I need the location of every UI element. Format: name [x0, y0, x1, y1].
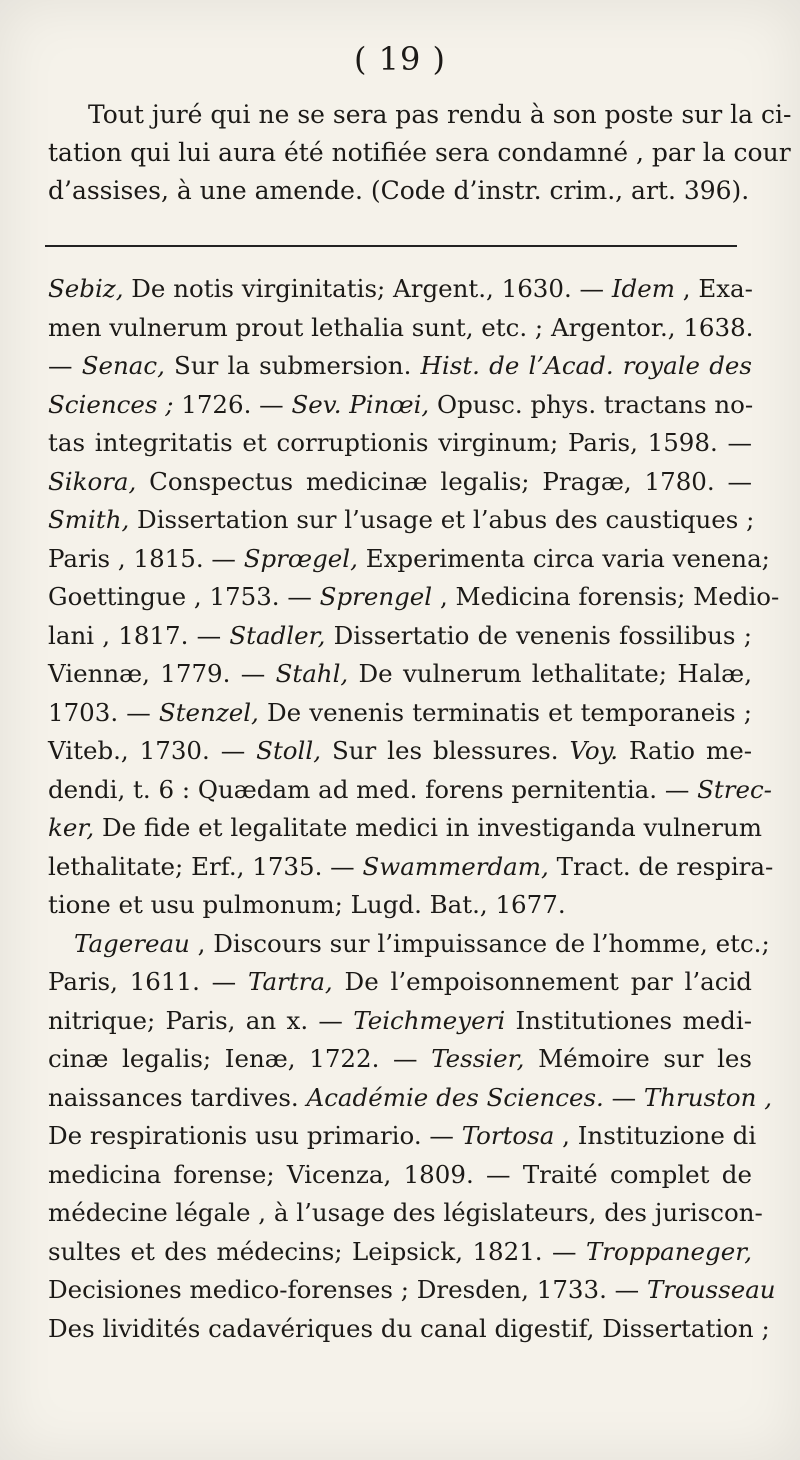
bib-line	[48, 617, 752, 656]
bib-line	[48, 578, 780, 617]
text-line: Tout juré qui ne se sera pas rendu à son poste sur la ci-	[88, 100, 792, 129]
bib-line	[48, 1233, 752, 1272]
bib-text: —	[48, 351, 82, 380]
author-name: Senac,	[81, 351, 165, 380]
bib-line	[48, 809, 763, 848]
bib-text: , Discours sur l’impuissance de l’homme, etc.;	[189, 928, 770, 958]
bib-text: Dissertation sur l’usage et l’abus des caustiques ;	[129, 505, 755, 534]
author-name: Tortosa	[461, 1121, 555, 1150]
bib-text: Decisiones medico-forenses ; Dresden, 1733. —	[48, 1275, 647, 1304]
bib-line	[48, 386, 752, 425]
bib-text: Mémoire sur les	[524, 1044, 752, 1073]
section-divider	[45, 245, 737, 247]
author-name: Sprengel	[319, 582, 433, 611]
bib-line	[48, 732, 752, 771]
bib-line	[48, 1271, 776, 1310]
bib-text: Sur les blessures.	[321, 736, 570, 765]
author-name: Sev. Pinœi,	[291, 389, 430, 419]
work-title: Académie des Sciences.	[306, 1082, 604, 1112]
author-name: Sikora,	[48, 466, 137, 496]
author-name: Stadler,	[229, 620, 326, 650]
bib-line	[48, 848, 774, 887]
bib-text: De vulnerum lethalitate; Halæ,	[348, 659, 752, 688]
bib-line	[48, 540, 770, 579]
bib-text: Viennæ, 1779. —	[48, 659, 276, 688]
bib-text: , Instituzione di	[554, 1121, 757, 1150]
bib-line	[48, 270, 752, 309]
bib-text: Tract. de respira-	[548, 851, 774, 881]
text-line: d’assises, à une amende. (Code d’instr. crim., art. 396).	[48, 176, 750, 205]
bib-line	[48, 1156, 752, 1195]
bib-text: Des lividités cadavériques du canal digestif, Dissertation ;	[48, 1313, 770, 1343]
bib-text: lethalitate; Erf., 1735. —	[48, 851, 363, 881]
bib-text: 1726. —	[173, 389, 292, 419]
bib-text: Experimenta circa varia venena;	[357, 543, 770, 573]
bib-text: cinæ legalis; Ienæ, 1722. —	[48, 1044, 432, 1073]
bib-line	[48, 501, 755, 540]
abbreviation: Voy.	[569, 736, 619, 765]
bib-text: Paris , 1815. —	[48, 543, 244, 573]
bib-text: De fide et legalitate medici in investiganda vulnerum	[94, 813, 763, 842]
author-name: Strec-	[697, 774, 772, 804]
bib-text: dendi, t. 6 : Quædam ad med. forens pernitentia. —	[48, 774, 698, 804]
bib-text: men vulnerum prout lethalia sunt, etc. ; Argentor., 1638.	[48, 312, 754, 342]
bib-line	[48, 655, 752, 694]
author-name: Troppaneger,	[585, 1236, 752, 1266]
bib-text: nitrique; Paris, an x. —	[48, 1005, 354, 1035]
bib-line	[48, 424, 752, 463]
bib-text: medicina forense; Vicenza, 1809. — Traité complet de	[48, 1159, 752, 1189]
intro-paragraph	[48, 96, 792, 210]
bib-line	[48, 1040, 752, 1079]
author-name: Idem	[611, 274, 675, 303]
author-name: Tartra,	[248, 967, 333, 996]
bib-text: médecine légale , à l’usage des législateurs, des juriscon-	[48, 1198, 763, 1227]
page-number: ( 19 )	[353, 40, 447, 78]
bib-text: De respirationis usu primario. —	[48, 1121, 462, 1150]
bib-text: Ratio me-	[618, 736, 752, 765]
bib-text: , Exa-	[674, 274, 753, 303]
bib-text: 1703. —	[48, 697, 159, 727]
author-name: Trousseau	[646, 1275, 776, 1304]
bib-text: tione et usu pulmonum; Lugd. Bat., 1677.	[48, 890, 566, 919]
bib-text: Goettingue , 1753. —	[48, 582, 320, 611]
author-name: Teichmeyeri	[353, 1005, 506, 1035]
bib-line	[48, 963, 752, 1002]
work-title: Hist. de l’Acad. royale des	[420, 351, 752, 380]
bib-text: sultes et des médecins; Leipsick, 1821. —	[48, 1236, 586, 1266]
bib-text: Sur la submersion.	[164, 351, 421, 380]
bib-text: Opusc. phys. tractans no-	[429, 389, 754, 419]
bib-line	[48, 1079, 773, 1118]
bib-line	[48, 771, 772, 810]
bib-line	[48, 1002, 752, 1041]
author-name: Thruston ,	[643, 1082, 773, 1112]
bib-text: Institutiones medi-	[505, 1005, 752, 1035]
author-name: Tessier,	[431, 1044, 525, 1073]
author-name: Stenzel,	[158, 697, 259, 727]
bib-text: Conspectus medicinæ legalis; Pragæ, 1780. —	[136, 466, 752, 496]
bib-text: Dissertatio de venenis fossilibus ;	[325, 620, 752, 650]
bibliography	[48, 270, 780, 1348]
bib-line	[48, 463, 752, 502]
author-name: Swammerdam,	[362, 851, 549, 881]
bib-line	[48, 694, 752, 733]
author-name: Stoll,	[256, 736, 322, 765]
bib-text: Viteb., 1730. —	[48, 736, 257, 765]
bib-text: Paris, 1611. —	[48, 967, 249, 996]
bib-line	[48, 309, 752, 348]
bib-line	[48, 1117, 757, 1156]
author-name: Tagereau	[74, 928, 190, 958]
author-name: Sprœgel,	[243, 543, 358, 573]
author-name: ker,	[48, 813, 95, 842]
author-name: Smith,	[48, 505, 130, 534]
bib-text: De l’empoisonnement par l’acid	[332, 967, 752, 996]
bib-text: , Medicina forensis; Medio-	[432, 582, 780, 611]
bib-text: De notis virginitatis; Argent., 1630. —	[123, 274, 612, 303]
text-line: tation qui lui aura été notifiée sera condamné , par la cour	[48, 138, 791, 167]
bib-text: tas integritatis et corruptionis virginum; Paris, 1598. —	[48, 428, 752, 457]
bib-line	[48, 925, 770, 964]
bib-line	[48, 1194, 763, 1233]
bib-text: De venenis terminatis et temporaneis ;	[258, 697, 752, 727]
author-name: Stahl,	[275, 659, 349, 688]
work-title: Sciences ;	[48, 389, 174, 419]
bib-line	[48, 886, 752, 925]
bib-line	[48, 347, 752, 386]
bib-text: naissances tardives.	[48, 1082, 307, 1112]
bib-text: lani , 1817. —	[48, 620, 230, 650]
bib-text: —	[603, 1082, 644, 1112]
bib-line	[48, 1310, 770, 1349]
author-name: Sebiz,	[48, 274, 124, 303]
